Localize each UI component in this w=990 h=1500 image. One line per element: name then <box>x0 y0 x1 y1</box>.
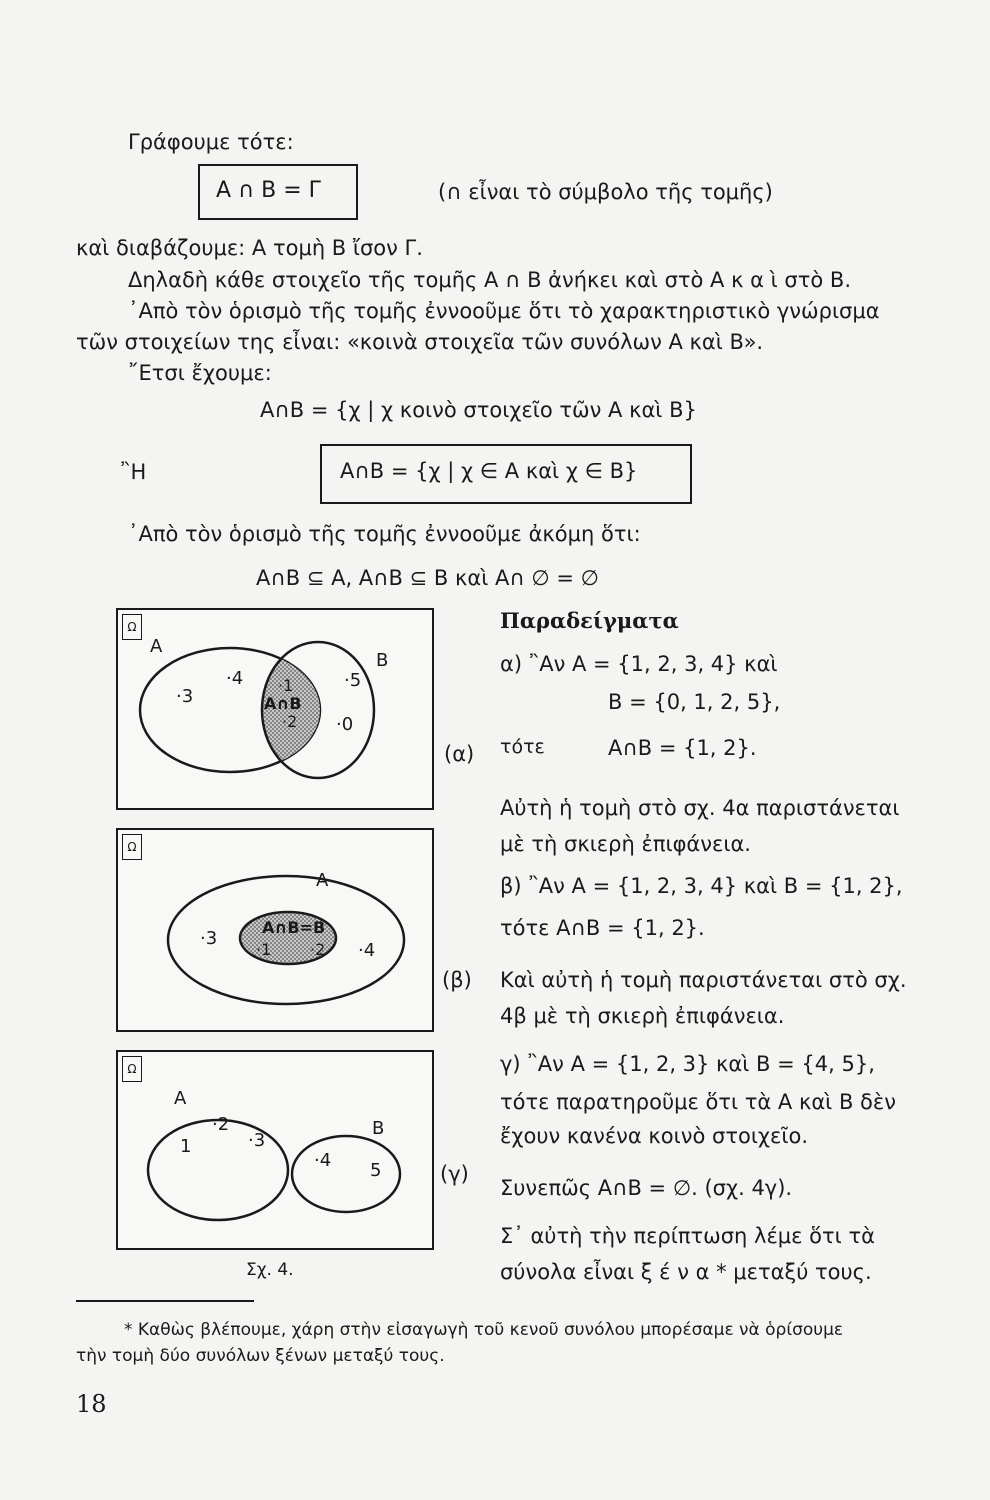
overlap-label: A∩B=B <box>262 918 326 937</box>
element: 1 <box>180 1136 192 1157</box>
footnote-rule <box>76 1300 254 1302</box>
symbol-note: (∩ εἶναι τὸ σύμβολο τῆς τομῆς) <box>438 180 773 204</box>
example-a-desc2: μὲ τὴ σκιερὴ ἐπιφάνεια. <box>500 832 751 856</box>
definition-box <box>198 164 358 220</box>
element: ·3 <box>248 1130 266 1151</box>
element: ·4 <box>358 940 376 961</box>
text-line-4: ῎Ετσι ἔχουμε: <box>128 361 272 385</box>
example-b-desc1: Καὶ αὐτὴ ἡ τομὴ παριστάνεται στὸ σχ. <box>500 968 907 992</box>
footnote-line2: τὴν τομὴ δύο συνόλων ξένων μεταξύ τους. <box>76 1346 445 1366</box>
universe-tag: Ω <box>122 834 142 860</box>
text-line-5: ᾿Απὸ τὸν ὁρισμὸ τῆς τομῆς ἐννοοῦμε ἀκόμη ὅτι: <box>128 522 641 546</box>
universe-tag: Ω <box>122 1056 142 1082</box>
set-b-label: B <box>376 650 389 671</box>
example-c-line5: Σ᾿ αὐτὴ τὴν περίπτωση λέμε ὅτι τὰ <box>500 1224 875 1248</box>
set-a-ellipse <box>148 1120 288 1220</box>
element: ·1 <box>256 940 272 959</box>
universe-tag: Ω <box>122 614 142 640</box>
figure-c-caption: (γ) <box>440 1162 469 1186</box>
element: ·5 <box>344 670 362 691</box>
element: ·2 <box>310 940 326 959</box>
set-a-label: A <box>174 1088 187 1109</box>
example-c-line4: Συνεπῶς A∩B = ∅. (σχ. 4γ). <box>500 1176 793 1200</box>
set-a-label: A <box>316 870 329 891</box>
footnote-line1: * Καθὼς βλέπουμε, χάρη στὴν εἰσαγωγὴ τοῦ κενοῦ συνόλου μπορέσαμε νὰ ὁρίσουμε <box>124 1320 844 1340</box>
example-c-line1: γ) ῍Αν A = {1, 2, 3} καὶ B = {4, 5}, <box>500 1052 875 1076</box>
formula-1: A∩B = {χ | χ κοινὸ στοιχεῖο τῶν A καὶ B} <box>260 398 697 422</box>
venn-c-drawing <box>118 1052 432 1248</box>
element: ·1 <box>278 676 294 695</box>
or-label: ῍Η <box>120 460 147 484</box>
venn-figure-b <box>116 828 434 1032</box>
element: ·3 <box>200 928 218 949</box>
example-b-desc2: 4β μὲ τὴ σκιερὴ ἐπιφάνεια. <box>500 1004 785 1028</box>
element: ·3 <box>176 686 194 707</box>
text-line-2: ᾿Απὸ τὸν ὁρισμὸ τῆς τομῆς ἐννοοῦμε ὅτι τὸ χαρακτηριστικὸ γνώρισμα <box>128 299 880 323</box>
venn-figure-c <box>116 1050 434 1250</box>
element: ·4 <box>226 668 244 689</box>
read-as-line: καὶ διαβάζουμε: A τομὴ B ἴσον Γ. <box>76 236 423 260</box>
set-b-label: B <box>372 1118 385 1139</box>
example-c-line3: ἔχουν κανένα κοινὸ στοιχεῖο. <box>500 1124 809 1148</box>
element: ·4 <box>314 1150 332 1171</box>
example-c-line6: σύνολα εἶναι ξ έ ν α * μεταξύ τους. <box>500 1260 872 1284</box>
overlap-label: A∩B <box>264 694 302 713</box>
text-line-1: Δηλαδὴ κάθε στοιχεῖο τῆς τομῆς A ∩ B ἀνήκει καὶ στὸ A κ α ὶ στὸ B. <box>128 268 851 292</box>
subset-relations: A∩B ⊆ A, A∩B ⊆ B καὶ A∩ ∅ = ∅ <box>256 566 599 590</box>
figure-b-caption: (β) <box>442 968 472 992</box>
page-number: 18 <box>76 1390 107 1418</box>
intro-we-write: Γράφουμε τότε: <box>128 130 294 154</box>
text-line-3: τῶν στοιχείων της εἶναι: «κοινὰ στοιχεῖα τῶν συνόλων A καὶ B». <box>76 330 764 354</box>
element: ·2 <box>282 712 298 731</box>
example-b-line1: β) ῍Αν A = {1, 2, 3, 4} καὶ B = {1, 2}, <box>500 874 903 898</box>
element: ·0 <box>336 714 354 735</box>
element: 5 <box>370 1160 382 1181</box>
example-a-result: A∩B = {1, 2}. <box>608 736 757 760</box>
example-a-then: τότε <box>500 736 545 758</box>
example-a-desc1: Αὐτὴ ἡ τομὴ στὸ σχ. 4α παριστάνεται <box>500 796 900 820</box>
element: ·2 <box>212 1114 230 1135</box>
example-a-line2: B = {0, 1, 2, 5}, <box>608 690 781 714</box>
example-b-line2: τότε A∩B = {1, 2}. <box>500 916 705 940</box>
figure-caption: Σχ. 4. <box>246 1260 294 1280</box>
definition-formula: A ∩ B = Γ <box>216 178 321 203</box>
examples-heading: Παραδείγματα <box>500 608 679 633</box>
venn-figure-a <box>116 608 434 810</box>
formula-2: A∩B = {χ | χ ∈ A καὶ χ ∈ B} <box>340 459 638 483</box>
example-a-line1: α) ῍Αν A = {1, 2, 3, 4} καὶ <box>500 652 778 676</box>
formula-box <box>320 444 692 504</box>
figure-a-caption: (α) <box>444 742 475 766</box>
example-c-line2: τότε παρατηροῦμε ὅτι τὰ A καὶ B δὲν <box>500 1090 896 1114</box>
set-a-label: A <box>150 636 163 657</box>
set-b-ellipse <box>292 1136 400 1212</box>
